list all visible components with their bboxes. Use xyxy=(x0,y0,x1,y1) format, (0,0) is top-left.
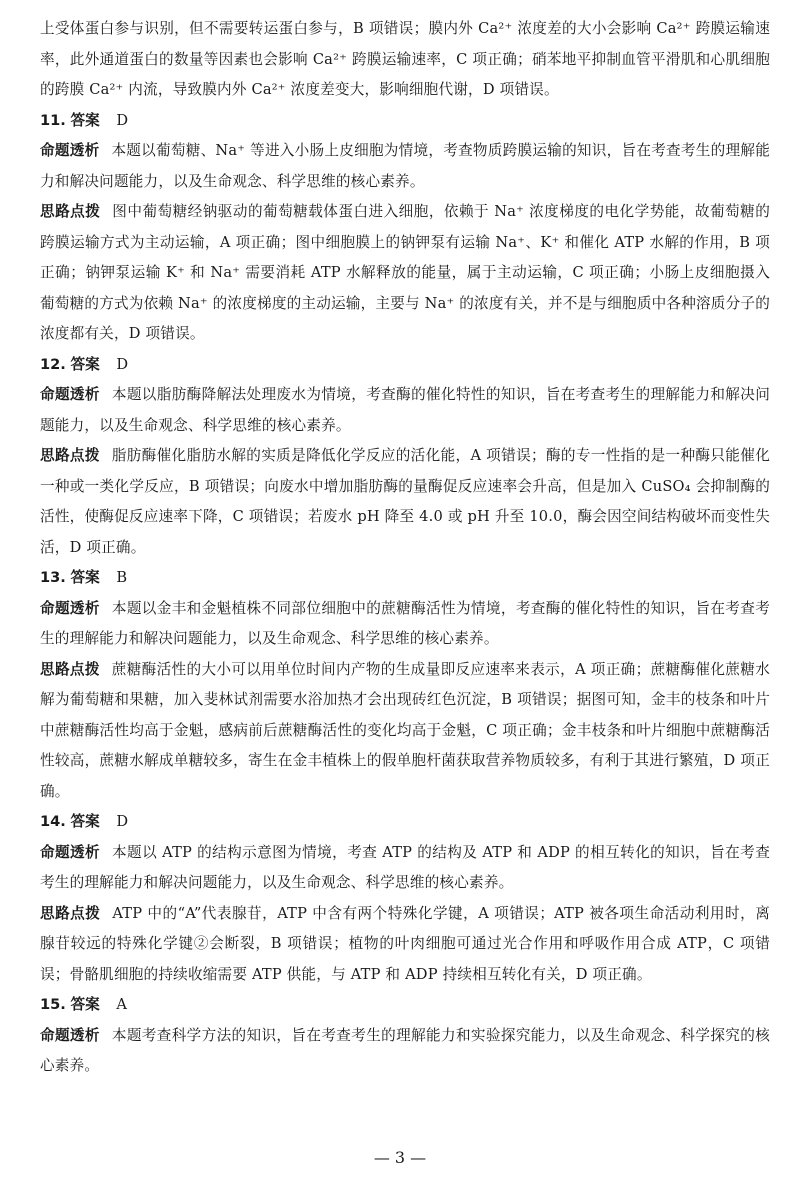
intent-paragraph xyxy=(40,136,770,197)
intent-label: 命题透析 xyxy=(40,843,101,861)
intent-paragraph xyxy=(40,380,770,441)
hint-paragraph xyxy=(40,441,770,563)
intent-text: 本题考查科学方法的知识，旨在考查考生的理解能力和实验探究能力，以及生命观念、科学探究的核心素养。 xyxy=(40,1026,770,1074)
question-11 xyxy=(40,106,770,350)
answer-value: D xyxy=(116,813,129,830)
question-12 xyxy=(40,350,770,564)
answer-label: 答案 xyxy=(70,111,100,129)
hint-paragraph xyxy=(40,655,770,808)
intent-label: 命题透析 xyxy=(40,142,100,159)
intent-paragraph xyxy=(40,1021,770,1082)
question-14 xyxy=(40,807,770,990)
intent-label: 命题透析 xyxy=(40,1026,100,1044)
question-13 xyxy=(40,563,770,807)
answer-value: D xyxy=(116,111,129,129)
answer-label: 答案 xyxy=(70,813,100,830)
intent-text: 本题以 ATP 的结构示意图为情境，考查 ATP 的结构及 ATP 和 ADP 的相互转化的知识，旨在考查考生的理解能力和解决问题能力，以及生命观念、科学思维的核心素养。 xyxy=(40,843,770,891)
intent-text: 本题以葡萄糖、Na⁺ 等进入小肠上皮细胞为情境，考查物质跨膜运输的知识，旨在考查考生的理解能力和解决问题能力，以及生命观念、科学思维的核心素养。 xyxy=(40,142,770,190)
answer-value: D xyxy=(116,355,129,373)
question-number: 14. xyxy=(40,813,66,830)
hint-text: 蔗糖酶活性的大小可以用单位时间内产物的生成量即反应速率来表示，A 项正确；蔗糖酶催化蔗糖水解为葡萄糖和果糖，加入斐林试剂需要水浴加热才会出现砖红色沉淀，B 项错误；据图可知，金丰的枝条和叶片中蔗糖酶活性均高于金魁，感病前后蔗糖酶活性的变化均高于金魁，C 项正确；金丰枝条和叶片细胞中蔗糖酶活性较高，蔗糖水解成单糖较多，寄生在金丰植株上的假单胞杆菌获取营养物质较多，有利于其进行繁殖，D 项正确。 xyxy=(40,660,770,800)
intent-label: 命题透析 xyxy=(40,386,100,403)
hint-label: 思路点拨 xyxy=(40,203,101,220)
page-number: — 3 — xyxy=(373,1148,427,1167)
hint-paragraph xyxy=(40,197,770,350)
answer-label: 答案 xyxy=(70,355,100,373)
hint-label: 思路点拨 xyxy=(40,660,100,678)
intent-label: 命题透析 xyxy=(40,599,100,617)
hint-text: 脂肪酶催化脂肪水解的实质是降低化学反应的活化能，A 项错误；酶的专一性指的是一种酶只能催化一种或一类化学反应，B 项错误；向废水中增加脂肪酶的量酶促反应速率会升高，但是加入 CuSO₄ 会抑制酶的活性，使酶促反应速率下降，C 项错误；若废水 pH 降至 4.0 或 pH 升至 10.0，酶会因空间结构破坏而变性失活，D 项正确。 xyxy=(40,447,770,556)
hint-text: 图中葡萄糖经钠驱动的葡萄糖载体蛋白进入细胞，依赖于 Na⁺ 浓度梯度的电化学势能，故葡萄糖的跨膜运输方式为主动运输，A 项正确；图中细胞膜上的钠钾泵有运输 Na⁺、K⁺ 和催化 ATP 水解的作用，B 项正确；钠钾泵运输 K⁺ 和 Na⁺ 需要消耗 ATP 水解释放的能量，属于主动运输，C 项正确；小肠上皮细胞摄入葡萄糖的方式为依赖 Na⁺ 的浓度梯度的主动运输，主要与 Na⁺ 的浓度有关，并不是与细胞质中各种溶质分子的浓度都有关，D 项错误。 xyxy=(40,203,770,342)
question-header xyxy=(40,563,770,594)
question-number: 15. xyxy=(40,996,66,1013)
intent-paragraph xyxy=(40,838,770,899)
intent-paragraph xyxy=(40,594,770,655)
hint-paragraph xyxy=(40,899,770,991)
question-header xyxy=(40,990,770,1021)
answer-label: 答案 xyxy=(70,996,100,1013)
question-header xyxy=(40,350,770,381)
question-number: 13. xyxy=(40,569,66,586)
intent-text: 本题以脂肪酶降解法处理废水为情境，考查酶的催化特性的知识，旨在考查考生的理解能力和解决问题能力，以及生命观念、科学思维的核心素养。 xyxy=(40,386,770,434)
question-15 xyxy=(40,990,770,1082)
hint-text: ATP 中的“A”代表腺苷，ATP 中含有两个特殊化学键，A 项错误；ATP 被各项生命活动利用时，离腺苷较远的特殊化学键②会断裂，B 项错误；植物的叶肉细胞可通过光合作用和呼吸作用合成 ATP，C 项错误；骨骼肌细胞的持续收缩需要 ATP 供能，与 ATP 和 ADP 持续相互转化有关，D 项正确。 xyxy=(40,904,770,983)
intro-paragraph: 上受体蛋白参与识别，但不需要转运蛋白参与，B 项错误；膜内外 Ca²⁺ 浓度差的大小会影响 Ca²⁺ 跨膜运输速率，此外通道蛋白的数量等因素也会影响 Ca²⁺ 跨膜运输速率，C 项正确；硝苯地平抑制血管平滑肌和心肌细胞的跨膜 Ca²⁺ 内流，导致膜内外 Ca²⁺ 浓度差变大，影响细胞代谢，D 项错误。 xyxy=(40,20,770,98)
answer-value: A xyxy=(116,996,127,1013)
answer-label: 答案 xyxy=(70,569,100,586)
question-header xyxy=(40,807,770,838)
hint-label: 思路点拨 xyxy=(40,904,101,922)
question-number: 12. xyxy=(40,355,66,373)
question-number: 11. xyxy=(40,111,66,129)
intent-text: 本题以金丰和金魁植株不同部位细胞中的蔗糖酶活性为情境，考查酶的催化特性的知识，旨在考查考生的理解能力和解决问题能力，以及生命观念、科学思维的核心素养。 xyxy=(40,599,770,647)
question-header xyxy=(40,106,770,137)
hint-label: 思路点拨 xyxy=(40,447,100,464)
answer-value: B xyxy=(116,569,128,586)
